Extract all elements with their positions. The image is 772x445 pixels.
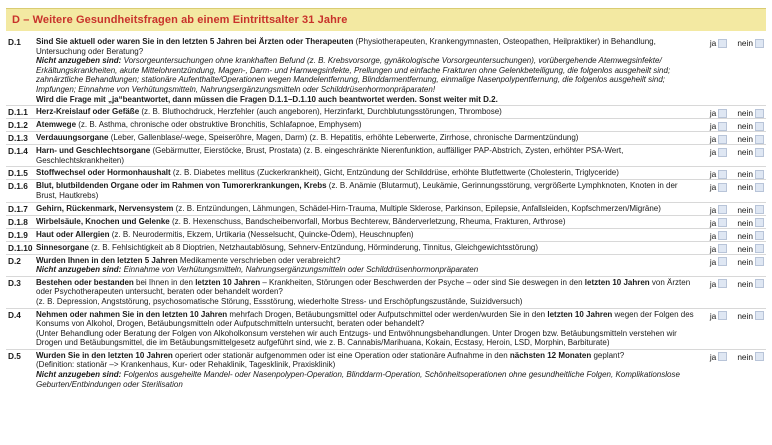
question-title: Sinnesorgane — [36, 242, 89, 252]
answer-yes-label: ja — [709, 169, 717, 180]
question-detail: (z. B. Asthma, chronische oder obstruktive Bronchitis, Schlafapnoe, Emphysem) — [76, 120, 362, 130]
question-detail: (z. B. Anämie (Blutarmut), Leukämie, Gerinnungsstörung, vergrößerte Lymphknoten, Knoten in der Brust, Hautkrebs) — [36, 181, 678, 200]
answer-no-checkbox[interactable] — [755, 257, 764, 266]
question-title: Blut, blutbildenden Organe oder im Rahmen von Tumorerkrankungen, Krebs — [36, 181, 327, 191]
answer-no-label: nein — [737, 243, 753, 254]
exclusion-text: Folgenlos ausgeheilte Mandel- oder Nasenpolypen-Operation, Blinddarm-Operation, Schönheitsoperationen ohne gesundheitliche Folgen, Komplikationslose Geburten/Entbindungen oder Sterilisation — [36, 370, 680, 389]
question-detail: mehrfach Drogen, Betäubungsmittel oder Aufputschmittel oder werden/wurden Sie in den — [227, 309, 548, 319]
answer-yes-checkbox[interactable] — [718, 39, 727, 48]
answer-yes-checkbox[interactable] — [718, 183, 727, 192]
answer-yes[interactable] — [710, 108, 727, 118]
answer-no-label: nein — [737, 38, 753, 48]
question-text — [36, 132, 696, 144]
answer-yes[interactable] — [710, 147, 727, 157]
question-number: D.1.9 — [8, 229, 28, 240]
answer-yes-label: ja — [709, 38, 717, 48]
question-text — [36, 309, 696, 349]
question-text — [36, 242, 696, 254]
exclusion-note — [36, 56, 696, 94]
question-text — [36, 145, 696, 166]
answer-no-checkbox[interactable] — [755, 205, 764, 214]
question-row — [6, 167, 766, 180]
question-detail: (z. B. Diabetes mellitus (Zuckerkrankheit), Gicht, Entzündung der Schilddrüse, erhöhte Blutfettwerte (Cholesterin, Triglyceride) — [170, 168, 619, 178]
answer-no[interactable] — [737, 257, 764, 267]
answer-no-checkbox[interactable] — [755, 109, 764, 118]
answer-yes-label: ja — [709, 243, 717, 254]
question-detail: Medikamente verschrieben oder verabreicht? — [177, 255, 341, 265]
answer-no[interactable] — [737, 231, 764, 241]
answer-no-checkbox[interactable] — [755, 148, 764, 157]
question-title: Sind Sie aktuell oder waren Sie in den letzten 5 Jahren bei Ärzten oder Therapeuten — [36, 37, 354, 46]
question-number: D.1.6 — [8, 181, 28, 192]
answer-no-checkbox[interactable] — [755, 170, 764, 179]
answer-no-label: nein — [737, 204, 753, 215]
answer-no[interactable] — [737, 169, 764, 179]
answer-options — [696, 255, 766, 276]
answer-yes[interactable] — [710, 121, 727, 131]
question-number: D.1.3 — [8, 133, 28, 144]
question-row — [6, 309, 766, 350]
question-detail: (z. B. Fehlsichtigkeit ab 8 Dioptrien, Netzhautablösung, Sehnerv-Entzündung, Hörminderung, Tinnitus, Gleichgewichtsstörung) — [88, 242, 539, 252]
answer-yes[interactable] — [710, 134, 727, 144]
answer-options — [696, 242, 766, 254]
question-text — [36, 350, 696, 390]
answer-options — [696, 132, 766, 144]
section-title: D – Weitere Gesundheitsfragen ab einem Eintrittsalter 31 Jahre — [12, 14, 348, 26]
question-number: D.1.1 — [8, 107, 28, 118]
question-number: D.1.7 — [8, 203, 28, 214]
answer-options — [696, 203, 766, 215]
answer-no-checkbox[interactable] — [755, 244, 764, 253]
answer-no-label: nein — [737, 351, 753, 362]
answer-yes[interactable] — [710, 279, 727, 289]
question-detail: (z. B. Neurodermitis, Ekzem, Urtikaria (Nesselsucht, Quincke-Ödem), Heuschnupfen) — [109, 229, 414, 239]
answer-options — [696, 216, 766, 228]
question-number: D.1.2 — [8, 120, 28, 131]
answer-yes-checkbox[interactable] — [718, 352, 727, 361]
answer-no[interactable] — [737, 108, 764, 118]
question-list — [6, 36, 766, 390]
answer-no[interactable] — [737, 352, 764, 362]
answer-yes-label: ja — [709, 204, 717, 215]
answer-yes-checkbox[interactable] — [718, 244, 727, 253]
question-detail: (z. B. Entzündungen, Lähmungen, Schädel-Hirn-Trauma, Multiple Sklerose, Parkinson, Epilepsie, Anfallsleiden, Kopfschmerzen/Migräne) — [173, 203, 661, 213]
question-detail: (z. B. Hexenschuss, Bandscheibenvorfall, Morbus Bechterew, Bänderverletzung, Rheuma, Frakturen, Arthrose) — [169, 216, 566, 226]
question-text — [36, 203, 696, 215]
answer-no-label: nein — [737, 278, 753, 289]
answer-yes-checkbox[interactable] — [718, 109, 727, 118]
question-title: Bestehen oder bestanden — [36, 277, 134, 287]
question-detail: letzten 10 Jahren — [195, 277, 261, 287]
question-number: D.1.10 — [8, 242, 33, 253]
question-title: Atemwege — [36, 120, 77, 130]
answer-yes-label: ja — [709, 147, 717, 158]
exclusion-note — [36, 370, 696, 389]
answer-no[interactable] — [737, 205, 764, 215]
exclusion-label: Nicht anzugeben sind: — [36, 370, 122, 380]
question-detail: (Gebärmutter, Eierstöcke, Brust, Prostata) (z. B. eingeschränkte Nierenfunktion, auffälliger PAP-Abstrich, Zysten, erhöhter PSA-Wert, Geschlechtskrankheiten) — [36, 146, 624, 165]
question-text — [36, 36, 696, 105]
section-header — [6, 8, 766, 31]
question-row — [6, 350, 766, 390]
answer-yes[interactable] — [710, 205, 727, 215]
instruction-note: Wird die Frage mit „ja“beantwortet, dann müssen die Fragen D.1.1–D.1.10 auch beantwortet werden. Sonst weiter mit D.2. — [36, 94, 498, 104]
answer-yes-label: ja — [709, 134, 717, 145]
answer-yes-checkbox[interactable] — [718, 148, 727, 157]
question-text — [36, 255, 696, 276]
exclusion-text: Einnahme von Verhütungsmitteln, Nahrungsergänzungsmitteln oder Schilddrüsenhormonpräparaten — [121, 265, 479, 275]
question-row — [6, 36, 766, 106]
question-title: Wurden Sie in den letzten 10 Jahren — [36, 350, 173, 360]
question-text — [36, 216, 696, 228]
answer-options — [696, 145, 766, 166]
question-number: D.1.8 — [8, 216, 28, 227]
question-title: Harn- und Geschlechtsorgane — [36, 146, 151, 156]
answer-yes-checkbox[interactable] — [718, 257, 727, 266]
answer-no[interactable] — [737, 38, 764, 48]
question-title: Wurden Ihnen in den letzten 5 Jahren — [36, 255, 178, 265]
question-text — [36, 277, 696, 308]
answer-yes-checkbox[interactable] — [718, 205, 727, 214]
answer-no-checkbox[interactable] — [755, 231, 764, 240]
question-row — [6, 203, 766, 216]
answer-yes-checkbox[interactable] — [718, 122, 727, 131]
answer-no[interactable] — [737, 311, 764, 321]
question-detail: – Krankheiten, Störungen oder Beschwerden der Psyche – oder sind Sie deswegen in den — [260, 277, 585, 287]
answer-no[interactable] — [737, 147, 764, 157]
answer-yes-label: ja — [709, 310, 717, 321]
answer-options — [696, 229, 766, 241]
question-detail: (Leber, Gallenblase/-wege, Speiseröhre, Magen, Darm) (z. B. Hepatitis, erhöhte Leberwerte, Zirrhose, chronische Darmentzündung) — [108, 133, 579, 143]
question-number: D.1.5 — [8, 168, 28, 179]
question-row — [6, 132, 766, 145]
answer-yes-label: ja — [709, 278, 717, 289]
answer-options — [696, 180, 766, 201]
question-detail: (Physiotherapeuten, Krankengymnasten, Osteopathen, Heilpraktiker) in Behandlung, Untersuchung oder Beratung? — [36, 37, 656, 56]
question-examples: (z. B. Depression, Angststörung, psychosomatische Störung, Essstörung, wiederholte Stress- und Erschöpfungszustände, Suizidversuch) — [36, 296, 523, 306]
answer-no-label: nein — [737, 256, 753, 267]
answer-no-checkbox[interactable] — [755, 279, 764, 288]
question-detail: von Ärzten oder Psychotherapeuten untersucht, beraten oder behandelt worden? — [36, 277, 691, 297]
answer-no-checkbox[interactable] — [755, 352, 764, 361]
question-row — [6, 119, 766, 132]
answer-yes[interactable] — [710, 182, 727, 192]
answer-yes[interactable] — [710, 218, 727, 228]
question-number: D.3 — [8, 277, 21, 288]
answer-no-checkbox[interactable] — [755, 135, 764, 144]
question-detail: nächsten 12 Monaten — [509, 350, 592, 360]
question-number: D.5 — [8, 350, 21, 361]
answer-options — [696, 36, 766, 105]
answer-no-checkbox[interactable] — [755, 39, 764, 48]
question-text — [36, 106, 696, 118]
question-detail: (z. B. Bluthochdruck, Herzfehler (auch angeboren), Herzinfarkt, Durchblutungsstörungen, Thrombose) — [139, 107, 502, 117]
question-row — [6, 216, 766, 229]
answer-no-label: nein — [737, 108, 753, 119]
answer-no-label: nein — [737, 182, 753, 193]
answer-yes[interactable] — [710, 244, 727, 254]
question-title: Nehmen oder nahmen Sie in den letzten 10 Jahren — [36, 309, 228, 319]
answer-no-checkbox[interactable] — [755, 122, 764, 131]
question-detail: wegen der Folgen des Konsums von Alkohol, Drogen, Betäubungsmitteln oder Aufputschmitteln untersucht, beraten oder behandelt? — [36, 309, 694, 329]
answer-no[interactable] — [737, 218, 764, 228]
answer-yes[interactable] — [710, 311, 727, 321]
question-text — [36, 229, 696, 241]
answer-options — [696, 167, 766, 179]
answer-no[interactable] — [737, 279, 764, 289]
answer-yes-checkbox[interactable] — [718, 311, 727, 320]
question-row — [6, 277, 766, 309]
question-detail: bei Ihnen in den — [133, 277, 196, 287]
answer-no[interactable] — [737, 134, 764, 144]
question-row — [6, 255, 766, 277]
question-title: Herz-Kreislauf oder Gefäße — [36, 107, 140, 117]
answer-yes-checkbox[interactable] — [718, 170, 727, 179]
answer-yes-label: ja — [709, 351, 717, 362]
question-title: Haut oder Allergien — [36, 229, 110, 239]
answer-yes-label: ja — [709, 256, 717, 267]
answer-no-label: nein — [737, 134, 753, 145]
question-title: Wirbelsäule, Knochen und Gelenke — [36, 216, 170, 226]
question-number: D.4 — [8, 309, 21, 320]
question-detail: operiert oder stationär aufgenommen oder ist eine Operation oder stationäre Aufnahme in den — [172, 350, 510, 360]
answer-no-checkbox[interactable] — [755, 218, 764, 227]
question-detail: geplant? — [591, 350, 625, 360]
answer-yes-checkbox[interactable] — [718, 231, 727, 240]
question-number: D.1 — [8, 37, 21, 47]
question-examples: (Definition: stationär –> Krankenhaus, Kur- oder Rehaklinik, Tagesklinik, Praxisklinik) — [36, 360, 336, 370]
answer-yes-checkbox[interactable] — [718, 279, 727, 288]
exclusion-label: Nicht anzugeben sind: — [36, 56, 122, 66]
answer-no-label: nein — [737, 121, 753, 132]
answer-yes-label: ja — [709, 182, 717, 193]
question-number: D.2 — [8, 255, 21, 266]
answer-no-checkbox[interactable] — [755, 183, 764, 192]
answer-no-checkbox[interactable] — [755, 311, 764, 320]
question-number: D.1.4 — [8, 146, 28, 157]
exclusion-label: Nicht anzugeben sind: — [36, 265, 122, 275]
answer-yes[interactable] — [710, 352, 727, 362]
question-text — [36, 119, 696, 131]
answer-yes-label: ja — [709, 108, 717, 119]
answer-yes-label: ja — [709, 217, 717, 228]
question-text — [36, 180, 696, 201]
answer-no-label: nein — [737, 217, 753, 228]
answer-yes-checkbox[interactable] — [718, 218, 727, 227]
question-detail: letzten 10 Jahren — [547, 309, 613, 319]
question-row — [6, 145, 766, 167]
answer-no-label: nein — [737, 310, 753, 321]
question-title: Verdauungsorgane — [36, 133, 109, 143]
answer-yes[interactable] — [710, 257, 727, 267]
answer-options — [696, 119, 766, 131]
answer-options — [696, 277, 766, 308]
answer-yes-label: ja — [709, 230, 717, 241]
answer-options — [696, 106, 766, 118]
form-page — [6, 8, 766, 390]
question-examples: (Unter Behandlung oder Beratung der Folgen von Alkoholkonsum verstehen wir auch Entzugs- und Entwöhnungsbehandlungen. Unter Drogen bzw. Betäubungsmitteln verstehen wir Drogen und Betäubungsmittel, die im Betäubungsmittelgesetz aufgeführt sind, wie z. B. Cannabis/Marihuana, Kokain, Ecstasy, Heroin, LSD, Morphin, Barbiturate) — [36, 328, 677, 348]
answer-no-label: nein — [737, 147, 753, 158]
question-title: Stoffwechsel oder Hormonhaushalt — [36, 168, 171, 178]
answer-no[interactable] — [737, 244, 764, 254]
exclusion-note — [36, 265, 696, 275]
question-row — [6, 242, 766, 255]
answer-options — [696, 309, 766, 349]
answer-no[interactable] — [737, 121, 764, 131]
answer-yes[interactable] — [710, 169, 727, 179]
answer-options — [696, 350, 766, 390]
answer-no-label: nein — [737, 169, 753, 180]
answer-yes[interactable] — [710, 231, 727, 241]
question-row — [6, 106, 766, 119]
answer-yes[interactable] — [710, 38, 727, 48]
exclusion-text: Vorsorgeuntersuchungen ohne krankhaften Befund (z. B. Krebsvorsorge, gynäkologische Vorsorgeuntersuchungen), vorübergehende Atemwegsinfekte/ Erkältungskrankheiten, akute Mittelohrentzündung, Magen-, Darm- und Harnwegsinfekte, Prellungen und einfache Frakturen ohne Gelenkbeteiligung, die folgenlos ausgeheilt sind; zahnärztliche Behandlungen; stationäre Aufenthalte/Operationen wegen Mandelentfernung, Blinddarmentfernung, einmalige Nasenpolypentfernung, die folgenlos ausgeheilt sind; Impfungen; Einnahme von Verhütungsmitteln, Nahrungsergänzungsmitteln oder Schilddrüsenhormonpräparaten! — [36, 56, 671, 94]
question-row — [6, 229, 766, 242]
answer-no-label: nein — [737, 230, 753, 241]
answer-no[interactable] — [737, 182, 764, 192]
question-title: Gehirn, Rückenmark, Nervensystem — [36, 203, 174, 213]
question-text — [36, 167, 696, 179]
answer-yes-checkbox[interactable] — [718, 135, 727, 144]
question-row — [6, 180, 766, 202]
answer-yes-label: ja — [709, 121, 717, 132]
question-detail: letzten 10 Jahren — [584, 277, 650, 287]
